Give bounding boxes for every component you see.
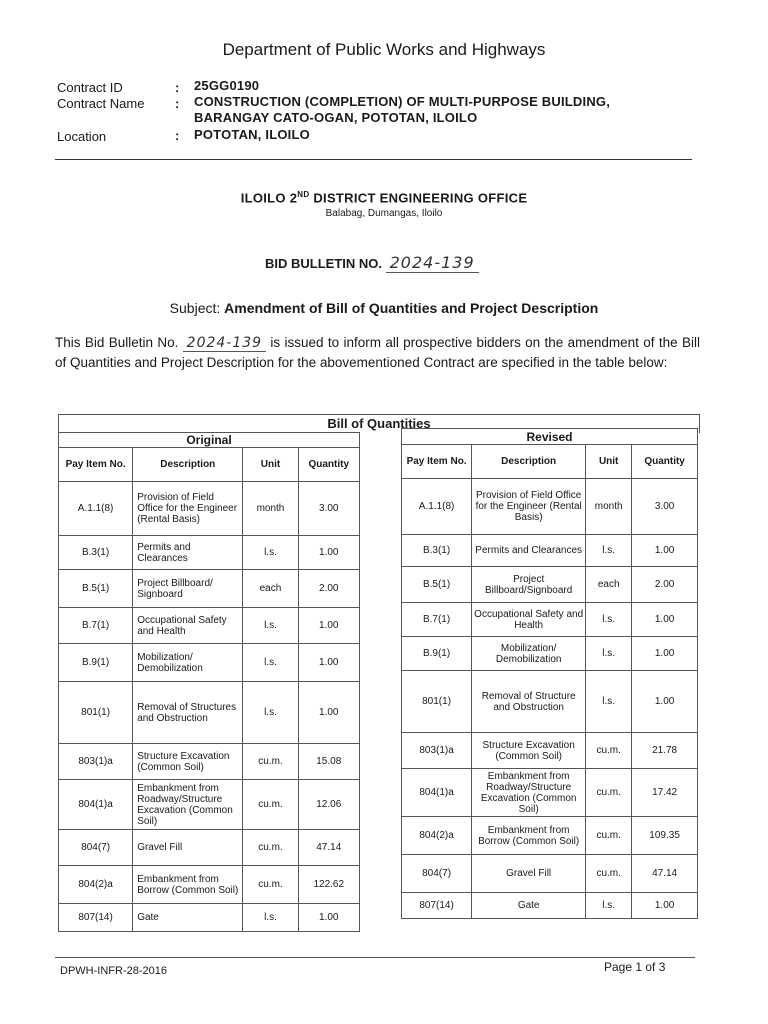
pay-item-cell: B.3(1) [59, 536, 133, 570]
pay-item-cell: 801(1) [402, 671, 472, 733]
unit-cell: cu.m. [586, 769, 632, 817]
unit-cell: each [243, 570, 298, 608]
unit-cell: cu.m. [243, 866, 298, 904]
pay-item-cell: B.5(1) [59, 570, 133, 608]
quantity-cell: 1.00 [298, 644, 359, 682]
colon: : [175, 96, 180, 111]
header-unit: Unit [243, 448, 298, 482]
header-divider [55, 159, 692, 160]
header-description: Description [133, 448, 243, 482]
description-cell: Gate [133, 904, 243, 932]
bid-bulletin-heading: BID BULLETIN NO. 2024-139 [265, 253, 479, 272]
unit-cell: l.s. [243, 644, 298, 682]
header-pay-item: Pay Item No. [59, 448, 133, 482]
pay-item-cell: 804(7) [402, 855, 472, 893]
table-row [59, 866, 360, 904]
page-number: Page 1 of 3 [604, 960, 666, 974]
header-unit: Unit [586, 445, 632, 479]
location-label: Location [57, 129, 107, 144]
table-row [59, 608, 360, 644]
contract-name-label: Contract Name [57, 96, 145, 111]
pay-item-cell: 804(2)a [402, 817, 472, 855]
quantity-cell: 17.42 [632, 769, 698, 817]
table-row [402, 855, 698, 893]
quantity-cell: 1.00 [298, 608, 359, 644]
description-cell: Gate [472, 893, 586, 919]
quantity-cell: 3.00 [298, 482, 359, 536]
quantity-cell: 1.00 [298, 682, 359, 744]
original-boq-table [58, 432, 360, 932]
unit-cell: cu.m. [586, 855, 632, 893]
description-cell: Embankment from Roadway/Structure Excavation (Common Soil) [133, 780, 243, 830]
unit-cell: l.s. [243, 904, 298, 932]
quantity-cell: 47.14 [298, 830, 359, 866]
quantity-cell: 12.06 [298, 780, 359, 830]
unit-cell: l.s. [243, 536, 298, 570]
pay-item-cell: 807(14) [402, 893, 472, 919]
description-cell: Occupational Safety and Health [133, 608, 243, 644]
header-pay-item: Pay Item No. [402, 445, 472, 479]
quantity-cell: 2.00 [632, 567, 698, 603]
description-cell: Provision of Field Office for the Engineer (Rental Basis) [133, 482, 243, 536]
contract-name-line2: BARANGAY CATO-OGAN, POTOTAN, ILOILO [194, 110, 478, 125]
contract-id-label: Contract ID [57, 80, 123, 95]
quantity-cell: 3.00 [632, 479, 698, 535]
description-cell: Removal of Structure and Obstruction [472, 671, 586, 733]
table-row [59, 644, 360, 682]
quantity-cell: 1.00 [632, 671, 698, 733]
description-cell: Project Billboard/Signboard [472, 567, 586, 603]
unit-cell: month [243, 482, 298, 536]
quantity-cell: 15.08 [298, 744, 359, 780]
quantity-cell: 1.00 [298, 904, 359, 932]
location-value: POTOTAN, ILOILO [194, 127, 310, 142]
header-description: Description [472, 445, 586, 479]
unit-cell: month [586, 479, 632, 535]
quantity-cell: 109.35 [632, 817, 698, 855]
table-row [402, 567, 698, 603]
original-title: Original [59, 433, 360, 448]
table-row [59, 482, 360, 536]
table-row [402, 535, 698, 567]
pay-item-cell: 803(1)a [59, 744, 133, 780]
table-row [402, 637, 698, 671]
pay-item-cell: 803(1)a [402, 733, 472, 769]
description-cell: Gravel Fill [133, 830, 243, 866]
unit-cell: cu.m. [243, 744, 298, 780]
description-cell: Project Billboard/ Signboard [133, 570, 243, 608]
description-cell: Mobilization/ Demobilization [133, 644, 243, 682]
header-quantity: Quantity [632, 445, 698, 479]
pay-item-cell: 804(1)a [59, 780, 133, 830]
pay-item-cell: B.5(1) [402, 567, 472, 603]
unit-cell: l.s. [586, 671, 632, 733]
table-row [59, 830, 360, 866]
header-quantity: Quantity [298, 448, 359, 482]
table-row [402, 671, 698, 733]
pay-item-cell: A.1.1(8) [402, 479, 472, 535]
pay-item-cell: 804(2)a [59, 866, 133, 904]
description-cell: Embankment from Borrow (Common Soil) [133, 866, 243, 904]
office-address: Balabag, Dumangas, Iloilo [325, 208, 443, 219]
subject-line: Subject: Amendment of Bill of Quantities and Project Description [169, 300, 599, 316]
description-cell: Mobilization/ Demobilization [472, 637, 586, 671]
unit-cell: cu.m. [243, 830, 298, 866]
description-cell: Structure Excavation (Common Soil) [133, 744, 243, 780]
unit-cell: cu.m. [586, 817, 632, 855]
bulletin-number-handwritten: 2024-139 [386, 253, 479, 273]
pay-item-cell: B.7(1) [59, 608, 133, 644]
pay-item-cell: A.1.1(8) [59, 482, 133, 536]
pay-item-cell: 807(14) [59, 904, 133, 932]
description-cell: Structure Excavation (Common Soil) [472, 733, 586, 769]
table-row [402, 479, 698, 535]
form-code: DPWH-INFR-28-2016 [60, 965, 167, 977]
unit-cell: l.s. [586, 603, 632, 637]
description-cell: Permits and Clearances [133, 536, 243, 570]
quantity-cell: 47.14 [632, 855, 698, 893]
table-row [402, 769, 698, 817]
description-cell: Removal of Structures and Obstruction [133, 682, 243, 744]
unit-cell: cu.m. [243, 780, 298, 830]
contract-id-value: 25GG0190 [194, 78, 260, 93]
unit-cell: cu.m. [586, 733, 632, 769]
table-row [59, 904, 360, 932]
table-row [402, 603, 698, 637]
pay-item-cell: 804(1)a [402, 769, 472, 817]
unit-cell: l.s. [243, 608, 298, 644]
office-name: ILOILO 2ND DISTRICT ENGINEERING OFFICE [240, 190, 528, 206]
table-row [59, 536, 360, 570]
quantity-cell: 21.78 [632, 733, 698, 769]
description-cell: Embankment from Roadway/Structure Excavation (Common Soil) [472, 769, 586, 817]
unit-cell: l.s. [586, 637, 632, 671]
pay-item-cell: 804(7) [59, 830, 133, 866]
description-cell: Permits and Clearances [472, 535, 586, 567]
unit-cell: l.s. [243, 682, 298, 744]
colon: : [175, 128, 180, 143]
quantity-cell: 122.62 [298, 866, 359, 904]
pay-item-cell: B.7(1) [402, 603, 472, 637]
pay-item-cell: 801(1) [59, 682, 133, 744]
pay-item-cell: B.3(1) [402, 535, 472, 567]
boq-title: Bill of Quantities [58, 414, 700, 433]
revised-title: Revised [402, 429, 698, 445]
quantity-cell: 1.00 [632, 637, 698, 671]
quantity-cell: 1.00 [632, 535, 698, 567]
table-row [59, 570, 360, 608]
pay-item-cell: B.9(1) [402, 637, 472, 671]
unit-cell: l.s. [586, 535, 632, 567]
table-row [402, 817, 698, 855]
revised-boq-table [401, 428, 698, 919]
quantity-cell: 2.00 [298, 570, 359, 608]
unit-cell: l.s. [586, 893, 632, 919]
footer-divider [55, 957, 695, 958]
description-cell: Provision of Field Office for the Engineer (Rental Basis) [472, 479, 586, 535]
unit-cell: each [586, 567, 632, 603]
quantity-cell: 1.00 [632, 893, 698, 919]
table-row [402, 893, 698, 919]
contract-name-line1: CONSTRUCTION (COMPLETION) OF MULTI-PURPOSE BUILDING, [194, 94, 611, 109]
description-cell: Embankment from Borrow (Common Soil) [472, 817, 586, 855]
pay-item-cell: B.9(1) [59, 644, 133, 682]
table-row [59, 744, 360, 780]
table-row [402, 733, 698, 769]
quantity-cell: 1.00 [298, 536, 359, 570]
description-cell: Occupational Safety and Health [472, 603, 586, 637]
body-paragraph: This Bid Bulletin No. 2024-139 is issued to inform all prospective bidders on the amendment of the Bill of Quantities and Project Description for the abovementioned Contract are specified in the table below: [55, 335, 700, 370]
agency-title: Department of Public Works and Highways [222, 40, 546, 59]
table-row [59, 780, 360, 830]
table-row [59, 682, 360, 744]
description-cell: Gravel Fill [472, 855, 586, 893]
colon: : [175, 80, 180, 95]
quantity-cell: 1.00 [632, 603, 698, 637]
